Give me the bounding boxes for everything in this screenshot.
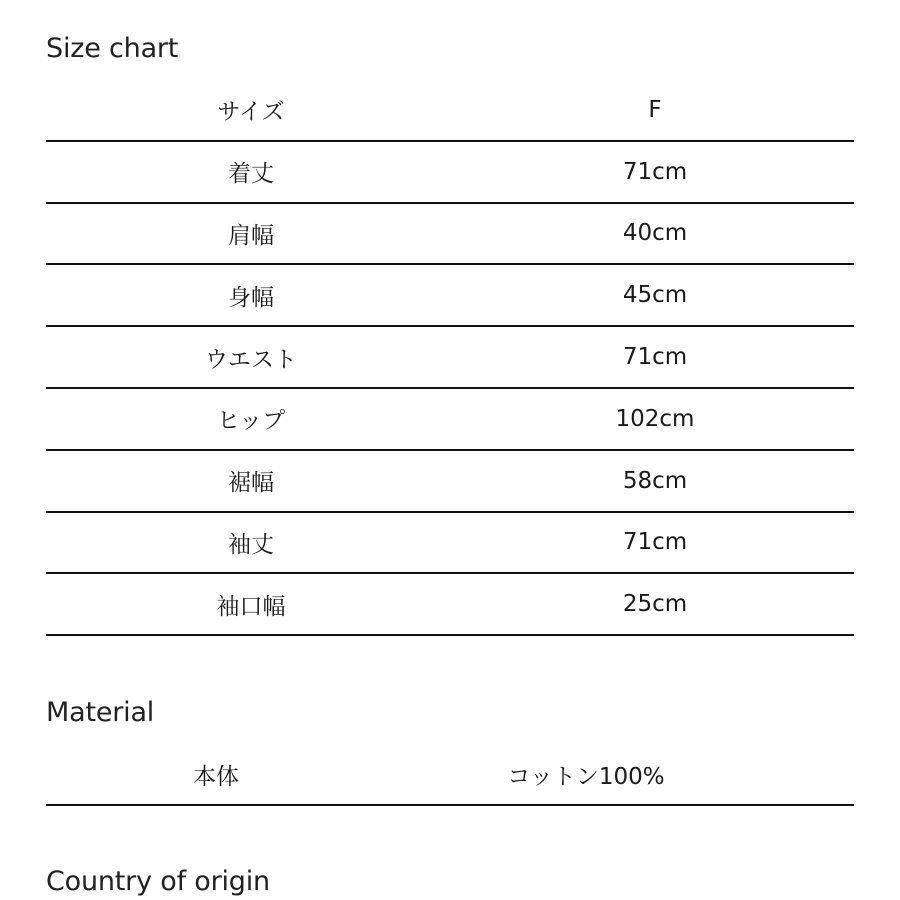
row-value: 71cm (622, 158, 688, 185)
size-chart-header-row (46, 80, 854, 142)
table-row (46, 204, 854, 266)
table-row (46, 265, 854, 327)
table-row (46, 142, 854, 204)
row-label: ヒップ (216, 408, 286, 435)
material-table (46, 744, 854, 806)
table-row (46, 744, 854, 806)
size-header-value: F (648, 96, 662, 123)
size-chart-table (46, 80, 854, 636)
row-label: 裾幅 (228, 470, 274, 497)
row-value: 58cm (622, 467, 688, 494)
country-of-origin-title: Country of origin (46, 866, 270, 897)
size-chart-title: Size chart (46, 33, 179, 64)
table-row (46, 389, 854, 451)
table-row (46, 574, 854, 636)
row-value: コットン100% (507, 763, 665, 790)
row-label: 袖口幅 (216, 593, 286, 620)
row-label: 肩幅 (228, 222, 274, 249)
row-label: ウエスト (205, 346, 297, 373)
row-label: 着丈 (228, 161, 274, 188)
row-value: 25cm (622, 591, 688, 618)
row-label: 袖丈 (228, 531, 274, 558)
row-value: 40cm (622, 220, 688, 247)
row-value: 71cm (622, 344, 688, 371)
row-value: 45cm (622, 282, 688, 309)
table-row (46, 513, 854, 575)
table-row (46, 327, 854, 389)
row-label: 身幅 (228, 284, 274, 311)
size-header-label: サイズ (217, 99, 285, 126)
material-title: Material (46, 697, 155, 728)
row-value: 102cm (615, 405, 695, 432)
row-label: 本体 (193, 763, 239, 790)
row-value: 71cm (622, 529, 688, 556)
table-row (46, 451, 854, 513)
